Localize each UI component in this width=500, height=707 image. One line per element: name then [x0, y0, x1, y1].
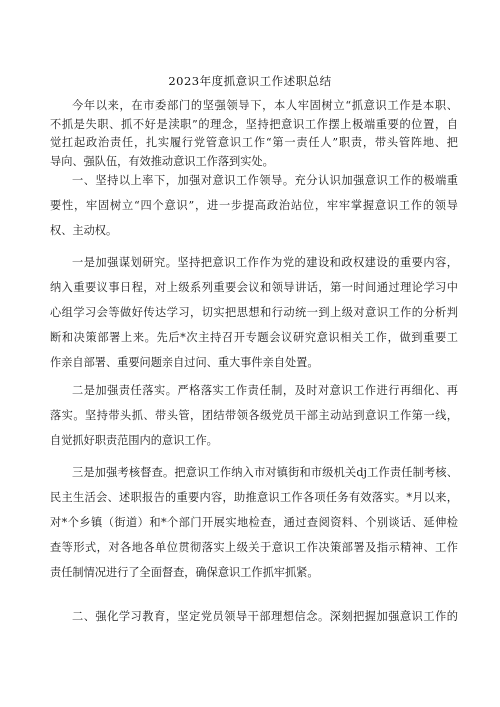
text-line: 断和决策部署上来。先后*次主持召开专题会议研究意识相关工作，做到重要工	[50, 331, 458, 344]
text-line: 查等形式，对各地各单位贯彻落实上级关于意识工作决策部署及指示精神、工作	[50, 541, 458, 554]
paragraph-item-1	[50, 250, 458, 375]
text-line: 作亲自部署、重要问题亲自过问、重大事件亲自处置。	[50, 356, 319, 369]
text-line: 二是加强责任落实。严格落实工作责任制，及时对意识工作进行再细化、再	[72, 384, 458, 397]
text-line: 觉扛起政治责任，扎实履行党管意识工作“第一责任人”职责，带头管阵地、把	[50, 136, 458, 149]
text-line: 导向、强队伍，有效推动意识工作落到实处。	[50, 154, 274, 168]
paragraph-item-3	[50, 460, 458, 585]
paragraph-intro	[50, 97, 458, 171]
text-line: 三是加强考核督查。把意识工作纳入市对镇街和市级机关dj工作责任制考核、	[72, 466, 458, 479]
text-line: 纳入重要议事日程，对上级系列重要会议和领导讲话，第一时间通过理论学习中	[50, 281, 458, 294]
text-line: 不抓是失职、抓不好是渎职”的理念，坚持把意识工作摆上极端重要的位置，自	[50, 117, 458, 131]
document-title: 2023年度抓意识工作述职总结	[168, 74, 332, 88]
paragraph-section-1	[50, 168, 458, 243]
text-line: 今年以来，在市委部门的坚强领导下，本人牢固树立“抓意识工作是本职、	[72, 99, 458, 112]
text-line: 自觉抓好职责范围内的意识工作。	[50, 434, 218, 447]
text-line: 一、坚持以上率下，加强对意识工作领导。充分认识加强意识工作的极端重	[72, 174, 458, 187]
text-line: 民主生活会、述职报告的重要内容，助推意识工作各项任务有效落实。*月以来，	[50, 491, 458, 504]
text-line: 落实。坚持带头抓、带头管，团结带领各级党员干部主动站到意识工作第一线，	[50, 409, 458, 422]
text-line: 二、强化学习教育，坚定党员领导干部理想信念。深刻把握加强意识工作的	[72, 610, 458, 623]
text-line: 一是加强谋划研究。坚持把意识工作作为党的建设和政权建设的重要内容，	[72, 256, 458, 269]
paragraph-item-2	[50, 378, 458, 453]
paragraph-section-2	[50, 604, 458, 629]
text-line: 责任制情况进行了全面督查，确保意识工作抓牢抓紧。	[50, 566, 319, 579]
text-line: 要性，牢固树立“四个意识”，进一步提高政治站位，牢牢掌握意识工作的领导	[50, 199, 458, 212]
text-line: 心组学习会等做好传达学习，切实把思想和行动统一到上级对意识工作的分析判	[50, 306, 458, 319]
text-line: 权、主动权。	[50, 224, 118, 237]
text-line: 对*个乡镇（街道）和*个部门开展实地检查，通过查阅资料、个别谈话、延伸检	[50, 516, 458, 529]
